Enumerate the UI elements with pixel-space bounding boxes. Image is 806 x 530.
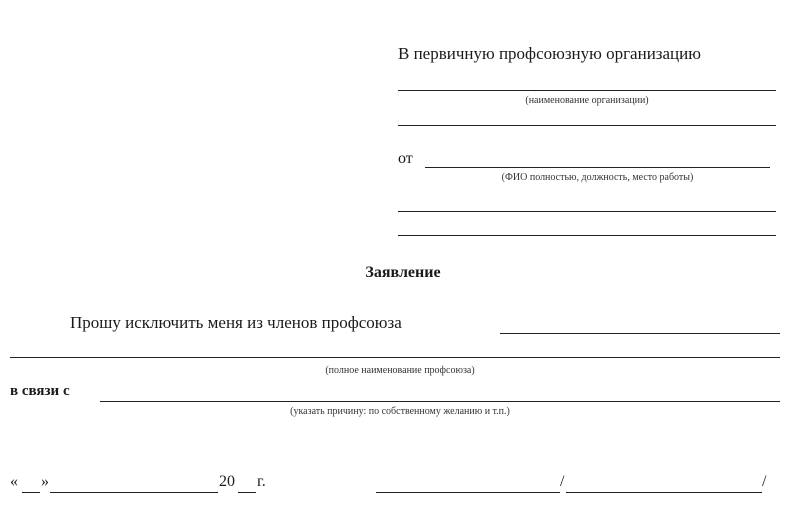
union-field[interactable]	[500, 333, 780, 334]
org-name-field-2[interactable]	[398, 125, 776, 126]
reason-label: в связи с	[10, 383, 70, 399]
union-field-2[interactable]	[10, 357, 780, 358]
month-field[interactable]	[50, 492, 218, 493]
year-field[interactable]	[238, 492, 256, 493]
org-name-caption: (наименование организации)	[525, 95, 649, 106]
document-title: Заявление	[365, 264, 441, 281]
signature-name-field[interactable]	[566, 492, 762, 493]
year-suffix: г.	[257, 473, 266, 490]
year-prefix: 20	[219, 473, 235, 490]
reason-field[interactable]	[100, 401, 780, 402]
org-name-field[interactable]	[398, 90, 776, 91]
from-field[interactable]	[425, 167, 770, 168]
from-caption: (ФИО полностью, должность, место работы)	[501, 172, 694, 183]
union-caption: (полное наименование профсоюза)	[325, 365, 475, 376]
day-field[interactable]	[22, 492, 40, 493]
from-label: от	[398, 150, 413, 167]
date-open-quote: «	[10, 473, 18, 490]
addressee-line: В первичную профсоюзную организацию	[398, 44, 701, 63]
signature-field[interactable]	[376, 492, 560, 493]
from-field-2[interactable]	[398, 211, 776, 212]
request-text: Прошу исключить меня из членов профсоюза	[70, 313, 402, 332]
date-close-quote: »	[41, 473, 49, 490]
reason-caption: (указать причину: по собственному желанию и т.п.)	[290, 406, 510, 417]
from-field-3[interactable]	[398, 235, 776, 236]
signature-separator: /	[560, 473, 565, 490]
signature-end-separator: /	[762, 473, 767, 490]
